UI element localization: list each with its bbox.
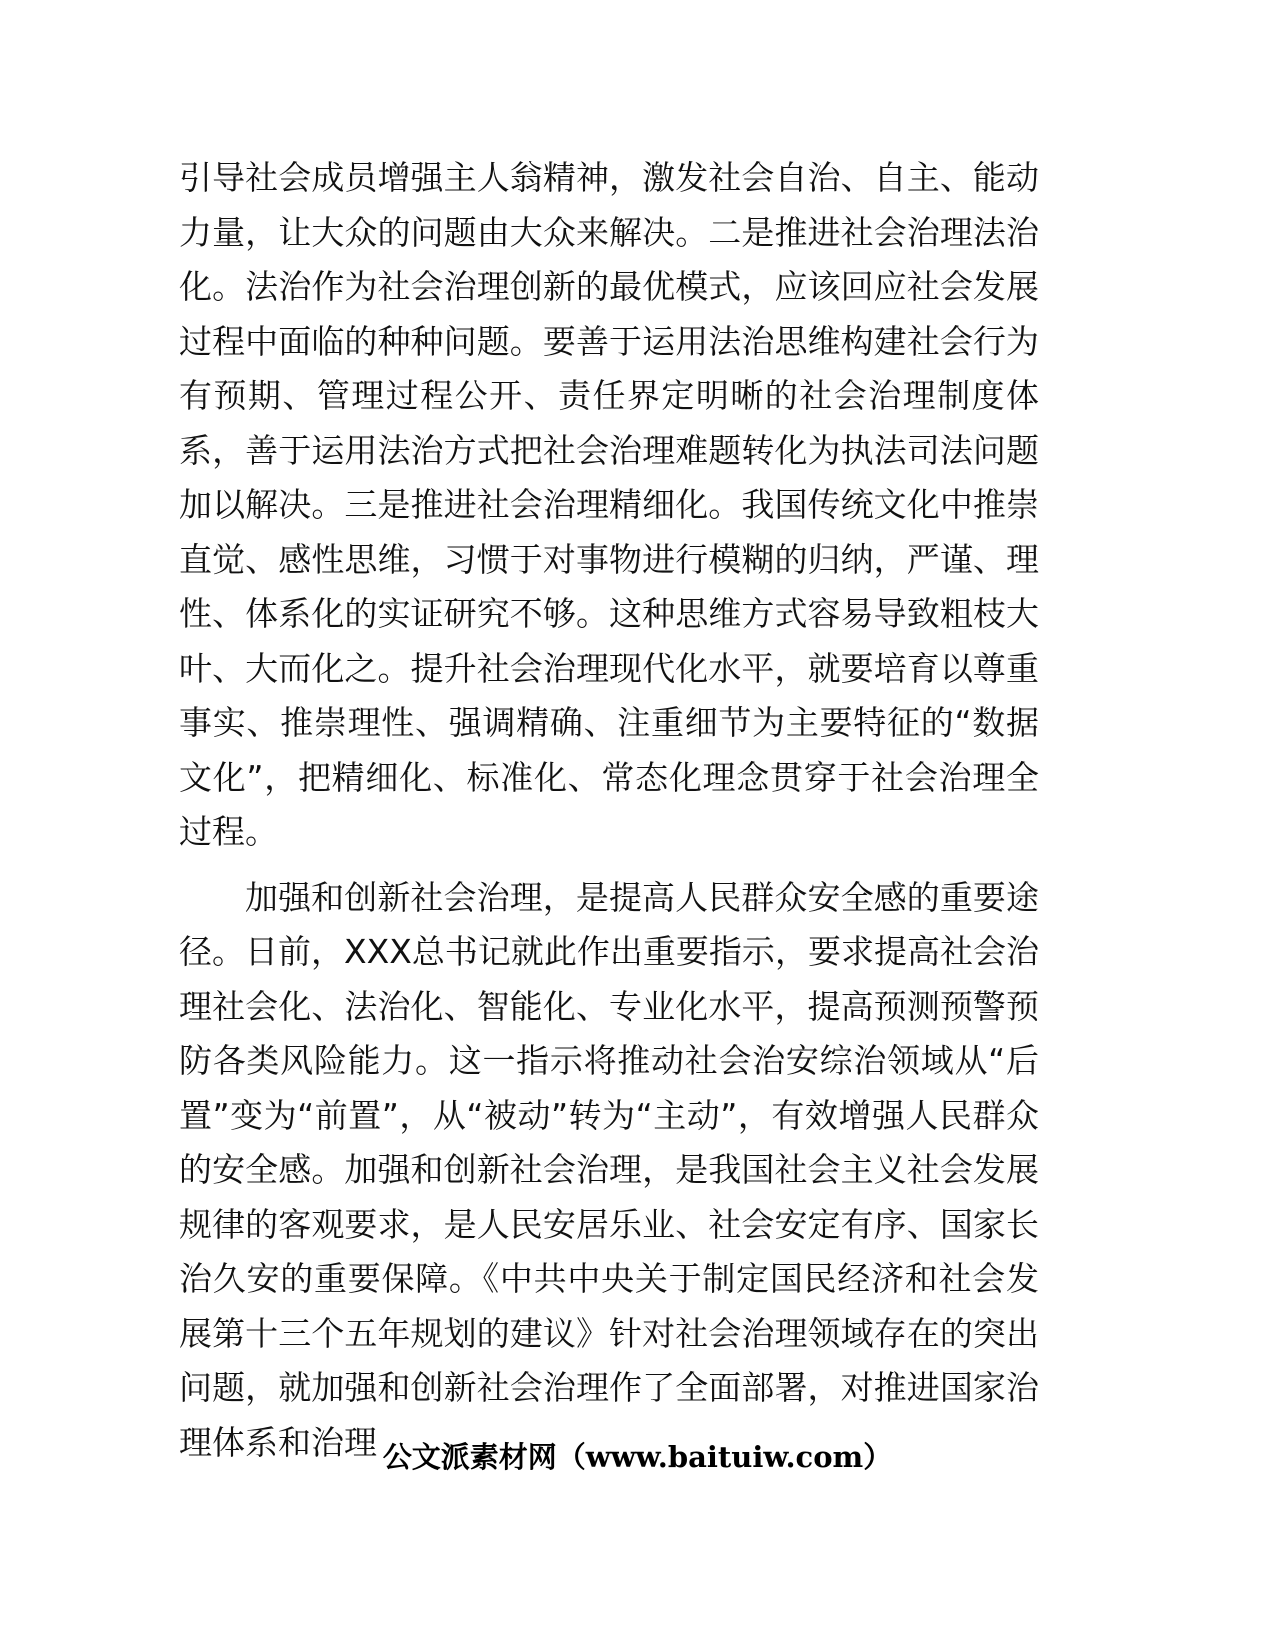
paragraph-1: 引导社会成员增强主人翁精神，激发社会自治、自主、能动力量，让大众的问题由大众来解决。二是推进社会治理法治化。法治作为社会治理创新的最优模式，应该回应社会发展过程中面临的种种问题。要善于运用法治思维构建社会行为有预期、管理过程公开、责任界定明晰的社会治理制度体系，善于运用法治方式把社会治理难题转化为执法司法问题加以解决。三是推进社会治理精细化。我国传统文化中推崇直觉、感性思维，习惯于对事物进行模糊的归纳，严谨、理性、体系化的实证研究不够。这种思维方式容易导致粗枝大叶、大而化之。提升社会治理现代化水平，就要培育以尊重事实、推崇理性、强调精确、注重细节为主要特征的“数据文化”，把精细化、标准化、常态化理念贯穿于社会治理全过程。	[179, 158, 1039, 851]
page-footer: 公文派素材网（www.baituiw.com）	[382, 1440, 893, 1474]
document-body	[179, 151, 1039, 1470]
paragraph-2: 加强和创新社会治理，是提高人民群众安全感的重要途径。日前，XXX总书记就此作出重要指示，要求提高社会治理社会化、法治化、智能化、专业化水平，提高预测预警预防各类风险能力。这一指示将推动社会治安综治领域从“后置”变为“前置”，从“被动”转为“主动”，有效增强人民群众的安全感。加强和创新社会治理，是我国社会主义社会发展规律的客观要求，是人民安居乐业、社会安定有序、国家长治久安的重要保障。《中共中央关于制定国民经济和社会发展第十三个五年规划的建议》针对社会治理领域存在的突出问题，就加强和创新社会治理作了全面部署，对推进国家治理体系和治理	[179, 877, 1039, 1462]
